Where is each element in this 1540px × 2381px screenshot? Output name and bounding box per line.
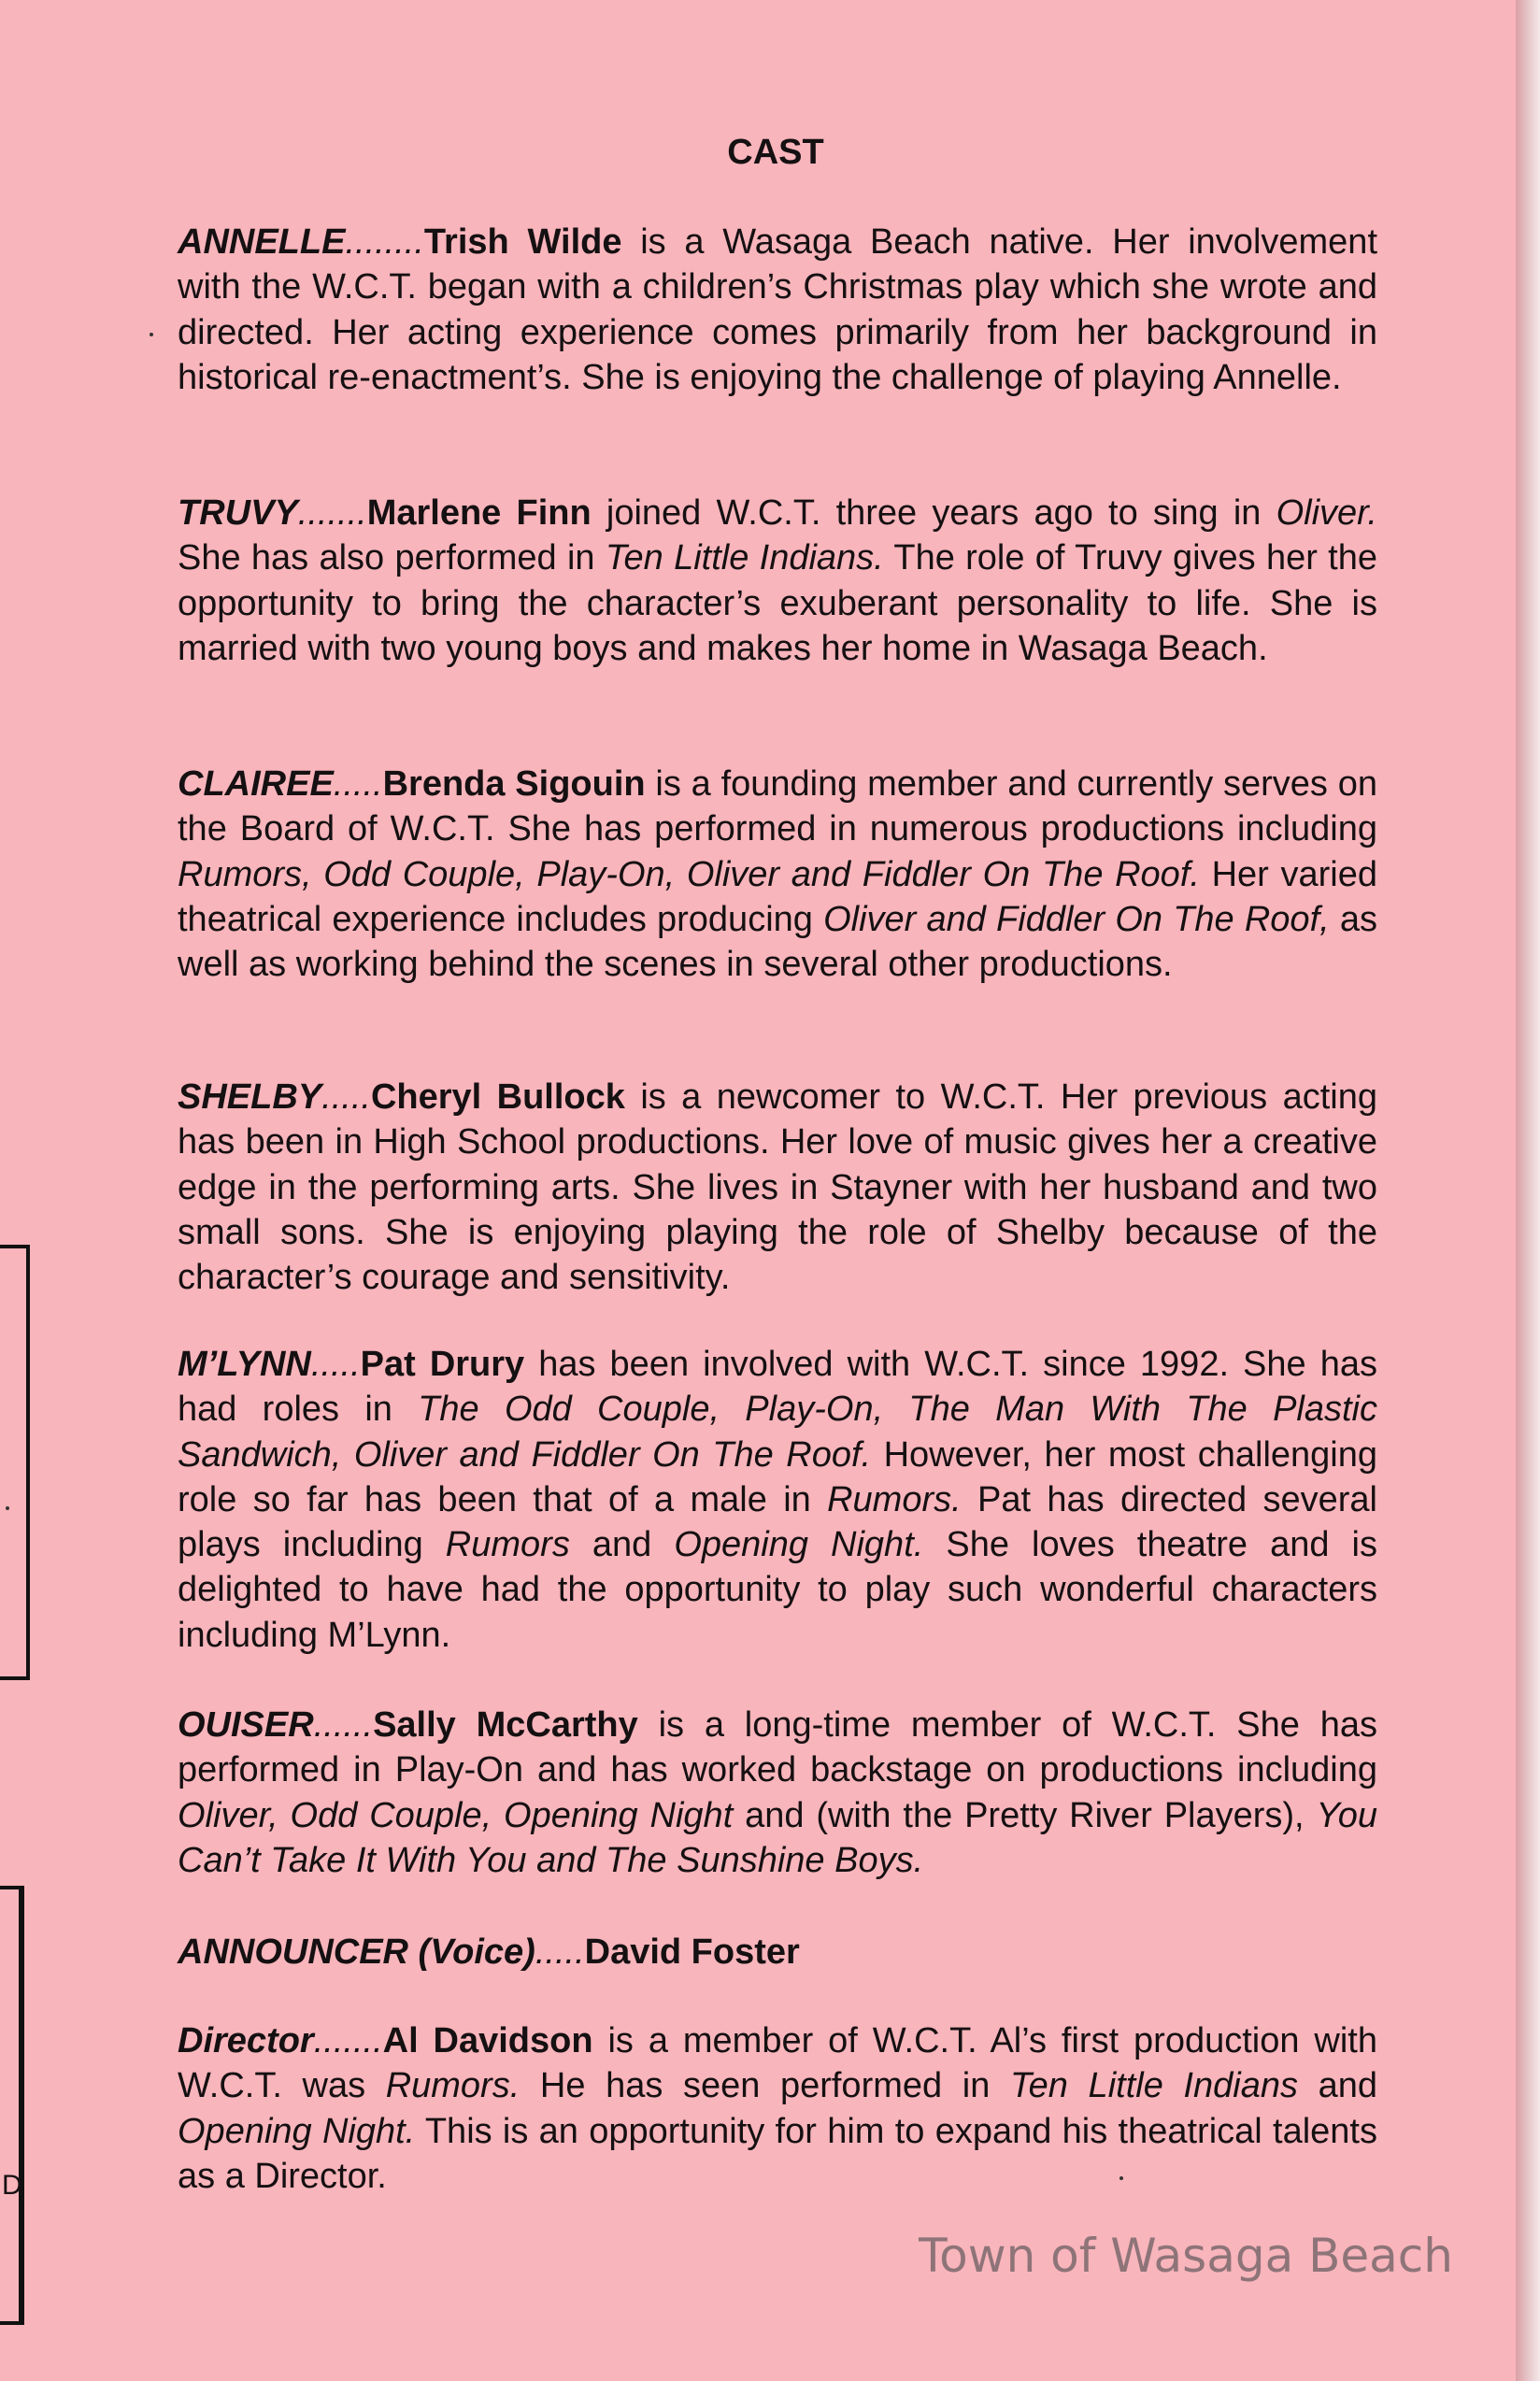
production-title: Ten Little Indians <box>1009 2066 1298 2106</box>
page-edge <box>1516 0 1540 2381</box>
bio-text: The role of Truvy gives her the opportunity to bring the character’s exuberant personality to life. She is married with two young boys and makes her home in Wasaga Beach. <box>178 538 1377 668</box>
bio-text: He has seen performed in <box>520 2066 1010 2106</box>
speck-mark <box>6 1506 9 1510</box>
actor-name: Pat Drury <box>360 1345 525 1384</box>
bio-text: is a member of W.C.T. Al’s first production with W.C.T. was <box>178 2021 1377 2106</box>
actor-name: Brenda Sigouin <box>382 764 646 804</box>
role-name: M’LYNN <box>178 1345 311 1384</box>
actor-name: Trish Wilde <box>423 222 622 262</box>
page-title: CAST <box>727 133 824 172</box>
bio-text: and (with the Pretty River Players), <box>733 1795 1317 1835</box>
cast-entry-mlynn <box>178 1342 1377 1658</box>
role-name: ANNOUNCER (Voice) <box>178 1932 535 1972</box>
leader-dots: ........ <box>345 222 424 262</box>
speck-mark <box>1119 2176 1123 2180</box>
production-title: The Odd Couple, Play-On, The Man With The Plastic Sandwich, Oliver and Fiddler On The Roof. <box>178 1390 1377 1475</box>
role-name: ANNELLE <box>178 222 346 262</box>
bio-text: joined W.C.T. three years ago to sing in <box>591 493 1276 533</box>
margin-bracket-lower <box>0 1886 24 2325</box>
production-title: Oliver and Fiddler On The Roof, <box>823 899 1330 939</box>
actor-name: David Foster <box>584 1932 800 1972</box>
bio-text: She has also performed in <box>178 538 606 578</box>
bio-text: Pat has directed several plays including <box>178 1479 1377 1565</box>
bio-text: is a Wasaga Beach native. Her involvement with the W.C.T. began with a children’s Christmas play which she wrote and directed. Her acting experience comes primarily from her background in historical re-enactment’s. She is enjoying the challenge of playing Annelle. <box>178 222 1377 397</box>
bio-text: She loves theatre and is delighted to have had the opportunity to play such wonderful characters including M’Lynn. <box>178 1525 1377 1655</box>
bio-text: is a newcomer to W.C.T. Her previous acting has been in High School productions. Her love of music gives her a creative edge in the performing arts. She lives in Stayner with her husband and two small sons. She is enjoying playing the role of Shelby because of the character’s courage and sensitivity. <box>178 1077 1377 1298</box>
role-name: SHELBY <box>178 1077 322 1117</box>
cast-entry-annelle <box>178 220 1377 400</box>
cast-entry-ouiser <box>178 1703 1377 1883</box>
cast-entry-shelby <box>178 1075 1377 1300</box>
production-title: Rumors <box>445 1525 570 1565</box>
production-title: Rumors. <box>385 2066 520 2106</box>
bio-text: This is an opportunity for him to expand his theatrical talents as a Director. <box>178 2111 1377 2196</box>
leader-dots: ....... <box>297 493 367 533</box>
bio-text: Her varied theatrical experience includes producing <box>178 854 1377 939</box>
production-title: Ten Little Indians. <box>605 538 884 578</box>
speck-mark <box>150 333 153 336</box>
production-title: Oliver. <box>1276 493 1377 533</box>
actor-name: Sally McCarthy <box>373 1705 638 1745</box>
role-name: TRUVY <box>178 493 298 533</box>
leader-dots: ...... <box>313 1705 374 1745</box>
leader-dots: ..... <box>535 1932 585 1972</box>
cast-entry-director <box>178 2018 1377 2199</box>
leader-dots: ..... <box>310 1345 361 1384</box>
bio-text: as well as working behind the scenes in several other productions. <box>178 899 1377 985</box>
production-title: Oliver, Odd Couple, Opening Night <box>178 1795 734 1835</box>
bio-text: is a long-time member of W.C.T. She has performed in Play-On and has worked backstage on productions including <box>178 1705 1377 1790</box>
leader-dots: ....... <box>313 2021 383 2060</box>
cast-entry-truvy <box>178 491 1377 671</box>
production-title: Opening Night. <box>178 2111 416 2151</box>
leader-dots: ..... <box>321 1077 371 1117</box>
production-title: Rumors. <box>827 1479 962 1519</box>
margin-bracket-upper <box>0 1245 30 1680</box>
bio-text: and <box>569 1525 675 1565</box>
actor-name: Cheryl Bullock <box>370 1077 625 1117</box>
production-title: You Can’t Take It With You and The Sunshine Boys. <box>178 1795 1377 1880</box>
bio-text: However, her most challenging role so far has been that of a male in <box>178 1434 1377 1519</box>
bio-text: is a founding member and currently serves on the Board of W.C.T. She has performed in numerous productions including <box>178 764 1377 849</box>
role-name: CLAIREE <box>178 764 334 804</box>
watermark: Town of Wasaga Beach <box>919 2229 1453 2283</box>
production-title: Rumors, Odd Couple, Play-On, Oliver and Fiddler On The Roof. <box>178 854 1200 894</box>
role-name: OUISER <box>178 1705 314 1745</box>
actor-name: Marlene Finn <box>366 493 592 533</box>
margin-mark: D <box>2 2170 22 2201</box>
production-title: Opening Night. <box>674 1525 924 1565</box>
cast-entry-clairee <box>178 762 1377 987</box>
role-name: Director <box>178 2021 314 2060</box>
actor-name: Al Davidson <box>382 2021 593 2060</box>
cast-entry-announcer <box>178 1930 1377 1975</box>
leader-dots: ..... <box>333 764 383 804</box>
bio-text: and <box>1297 2066 1377 2106</box>
bio-text: has been involved with W.C.T. since 1992. She has had roles in <box>178 1345 1377 1430</box>
